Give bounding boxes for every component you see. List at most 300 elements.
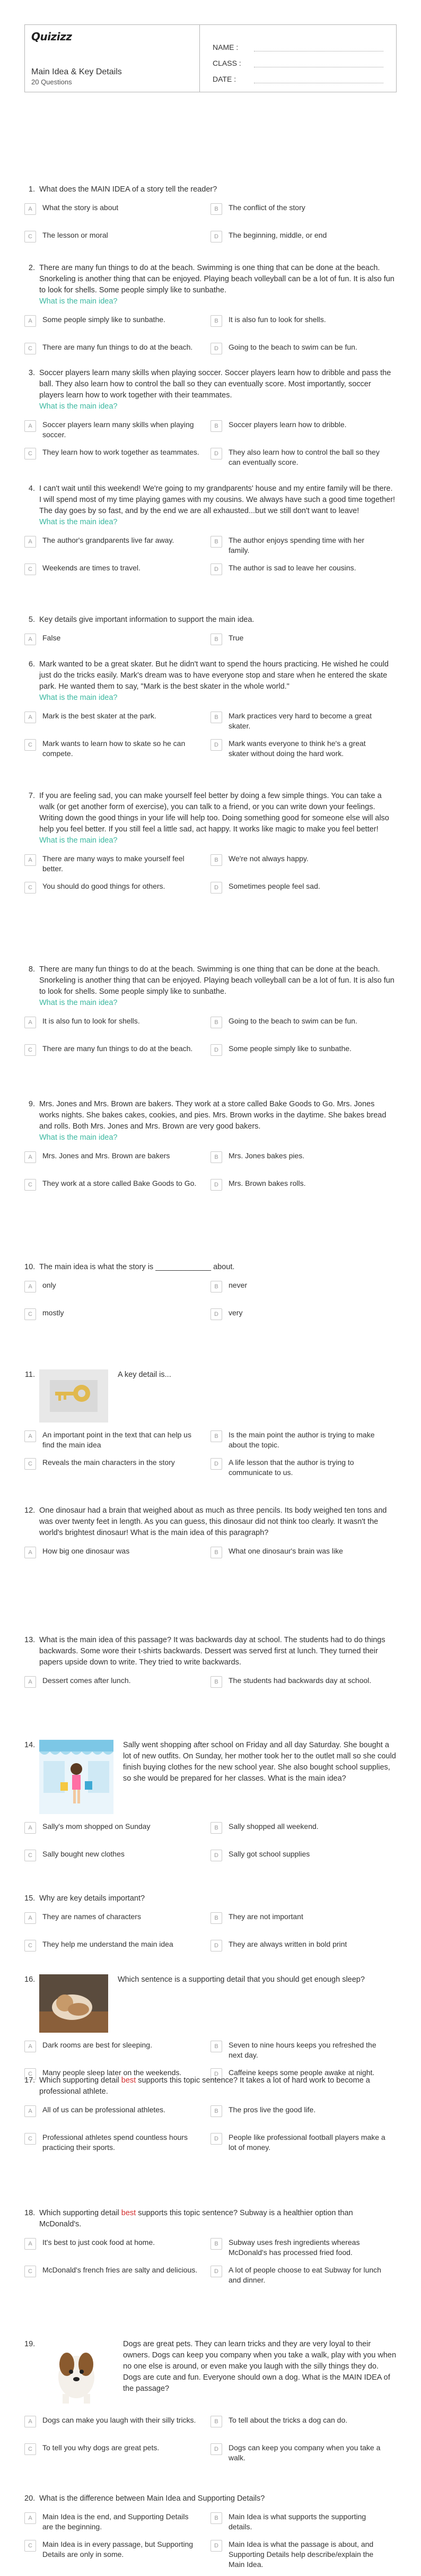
date-line xyxy=(254,75,383,83)
answer-option-b[interactable] xyxy=(210,1016,397,1037)
student-info-block xyxy=(200,25,396,92)
question-text: If you are feeling sad, you can make yourself feel better by doing a few simple things. You can take a walk (or get another form of exercise), you can talk to a friend, or you can write down your feelings. Writing down the good things in your life will help too. Doing something good for someone else will also help you feel better. If you still feel a little sad, act happy. It works like magic to make you feel better! xyxy=(39,792,389,834)
answer-option-d[interactable] xyxy=(210,2132,397,2154)
answer-option-a[interactable] xyxy=(24,2040,210,2061)
answer-option-b[interactable] xyxy=(210,2237,397,2259)
answer-options xyxy=(24,535,397,591)
option-letter-badge: A xyxy=(24,1822,36,1834)
answer-option-a[interactable] xyxy=(24,711,210,732)
option-text: They also learn how to control the ball so they can eventually score. xyxy=(229,448,380,466)
question-3 xyxy=(24,368,397,475)
option-text: Sally's mom shopped on Sunday xyxy=(42,1822,151,1831)
option-text: They are always written in bold print xyxy=(229,1940,347,1948)
question-number: 14. xyxy=(24,1741,36,1749)
question-stem xyxy=(24,1369,397,1423)
option-letter-badge: A xyxy=(24,420,36,432)
question-body xyxy=(39,1893,397,1904)
question-number: 18. xyxy=(24,2209,36,2217)
question-8 xyxy=(24,964,397,1071)
answer-option-a[interactable] xyxy=(24,1280,210,1302)
option-text: Seven to nine hours keeps you refreshed the next day. xyxy=(229,2041,376,2059)
answer-option-a[interactable] xyxy=(24,2237,210,2259)
question-count: 20 Questions xyxy=(31,78,72,86)
question-stem xyxy=(24,1974,397,2033)
option-letter-badge: A xyxy=(24,712,36,723)
question-11 xyxy=(24,1369,397,1485)
question-number: 7. xyxy=(28,792,35,800)
logo-text: Quizizz xyxy=(31,30,72,43)
answer-options xyxy=(24,2105,397,2160)
answer-option-b[interactable] xyxy=(210,1676,397,1697)
answer-option-b[interactable] xyxy=(210,535,397,557)
answer-option-d[interactable] xyxy=(210,1308,397,1329)
question-hint: What is the main idea? xyxy=(39,402,118,411)
question-stem xyxy=(24,1262,397,1273)
option-text: Sometimes people feel sad. xyxy=(229,882,320,890)
option-text: Main Idea is in every passage, but Supporting Details are only in some. xyxy=(42,2540,194,2558)
class-label: CLASS : xyxy=(213,59,241,67)
option-letter-badge: C xyxy=(24,2443,36,2455)
question-stem xyxy=(24,659,397,704)
option-text: To tell about the tricks a dog can do. xyxy=(229,2416,348,2424)
question-number: 15. xyxy=(24,1894,36,1903)
question-body xyxy=(39,1974,397,2033)
option-text: Sally shopped all weekend. xyxy=(229,1822,319,1831)
answer-option-a[interactable] xyxy=(24,854,210,875)
question-text-block xyxy=(118,1369,171,1381)
answer-option-c[interactable] xyxy=(24,881,210,903)
question-body xyxy=(39,1369,397,1423)
question-number: 10. xyxy=(24,1263,36,1271)
option-letter-badge: B xyxy=(210,2238,222,2250)
option-letter-badge: B xyxy=(210,1822,222,1834)
option-letter-badge: B xyxy=(210,712,222,723)
answer-options xyxy=(24,2512,397,2576)
option-text: Main Idea is the end, and Supporting Details are the beginning. xyxy=(42,2512,189,2531)
question-text: Mark wanted to be a great skater. But he didn't want to spend the hours practicing. He wished he could just do the tricks easily. Mark's dream was to have everyone stop and stare when he entered the skate park. He wanted them to say, "Mark is the best skater in the whole world." xyxy=(39,660,389,691)
question-number: 1. xyxy=(28,185,35,194)
answer-options xyxy=(24,1676,397,1703)
option-text: Going to the beach to swim can be fun. xyxy=(229,343,357,351)
answer-option-d[interactable] xyxy=(210,1849,397,1870)
option-letter-badge: C xyxy=(24,1458,36,1470)
answer-option-a[interactable] xyxy=(24,315,210,336)
option-text: It's best to just cook food at home. xyxy=(42,2238,155,2247)
answer-option-d[interactable] xyxy=(210,881,397,903)
option-letter-badge: A xyxy=(24,854,36,866)
option-letter-badge: B xyxy=(210,1017,222,1028)
question-stem xyxy=(24,2075,397,2097)
answer-options xyxy=(24,854,397,909)
question-number: 2. xyxy=(28,264,35,272)
dog-image xyxy=(39,2339,113,2408)
question-18 xyxy=(24,2208,397,2293)
answer-option-a[interactable] xyxy=(24,1546,210,1567)
question-body xyxy=(39,659,397,704)
question-number: 5. xyxy=(28,615,35,624)
answer-option-b[interactable] xyxy=(210,633,397,654)
option-letter-badge: B xyxy=(210,1151,222,1163)
answer-option-c[interactable] xyxy=(24,1044,210,1065)
answer-option-c[interactable] xyxy=(24,2265,210,2286)
option-text: There are many ways to make yourself feel better. xyxy=(42,854,185,873)
answer-options xyxy=(24,1822,397,1877)
option-text: Dessert comes after lunch. xyxy=(42,1676,131,1685)
question-stem xyxy=(24,2339,397,2408)
option-text: mostly xyxy=(42,1308,64,1317)
option-text: never xyxy=(229,1281,248,1289)
option-letter-badge: B xyxy=(210,2105,222,2117)
answer-option-b[interactable] xyxy=(210,1151,397,1172)
question-stem xyxy=(24,1635,397,1668)
option-text: The conflict of the story xyxy=(229,203,305,212)
answer-option-a[interactable] xyxy=(24,1430,210,1451)
question-hint: What is the main idea? xyxy=(39,999,118,1007)
answer-option-a[interactable] xyxy=(24,1912,210,1933)
option-text: They are names of characters xyxy=(42,1912,141,1921)
option-text: Mrs. Jones and Mrs. Brown are bakers xyxy=(42,1151,170,1160)
option-text: Dark rooms are best for sleeping. xyxy=(42,2041,152,2049)
answer-option-d[interactable] xyxy=(210,1178,397,1200)
answer-option-a[interactable] xyxy=(24,633,210,654)
question-stem xyxy=(24,614,397,626)
answer-option-a[interactable] xyxy=(24,1822,210,1843)
answer-option-c[interactable] xyxy=(24,230,210,251)
answer-option-a[interactable] xyxy=(24,203,210,224)
answer-option-a[interactable] xyxy=(24,1676,210,1697)
option-text: Mark wants everyone to think he's a great skater without doing the hard work. xyxy=(229,739,366,758)
worksheet-page xyxy=(0,24,421,2569)
question-number: 11. xyxy=(24,1371,35,1379)
option-letter-badge: B xyxy=(210,634,222,645)
name-line xyxy=(254,43,383,51)
option-text: The students had backwards day at school. xyxy=(229,1676,372,1685)
class-line xyxy=(254,59,383,67)
option-text: It is also fun to look for shells. xyxy=(42,1017,140,1025)
question-body xyxy=(39,184,397,195)
question-hint: What is the main idea? xyxy=(39,297,118,306)
question-text-part: Which supporting detail xyxy=(39,2209,121,2217)
option-text: Subway uses fresh ingredients whereas McDonald's has processed fried food. xyxy=(229,2238,360,2257)
answer-option-c[interactable] xyxy=(24,1458,210,1479)
option-letter-badge: D xyxy=(210,882,222,894)
question-body xyxy=(39,2339,397,2408)
option-letter-badge: D xyxy=(210,1044,222,1056)
answer-option-d[interactable] xyxy=(210,230,397,251)
answer-option-c[interactable] xyxy=(24,2443,210,2464)
option-letter-badge: A xyxy=(24,2512,36,2524)
question-hint: What is the main idea? xyxy=(39,693,118,702)
question-text-block xyxy=(123,2339,397,2395)
question-hint: What is the main idea? xyxy=(39,836,118,845)
answer-options xyxy=(24,203,397,258)
class-field[interactable] xyxy=(213,51,383,67)
question-body xyxy=(39,1262,397,1273)
option-letter-badge: C xyxy=(24,2133,36,2145)
question-stem xyxy=(24,1740,397,1814)
option-text: Soccer players learn how to dribble. xyxy=(229,420,347,429)
answer-options xyxy=(24,711,397,766)
answer-option-a[interactable] xyxy=(24,2512,210,2533)
answer-option-b[interactable] xyxy=(210,711,397,732)
answer-option-c[interactable] xyxy=(24,1939,210,1961)
key-image xyxy=(39,1369,108,1423)
answer-option-d[interactable] xyxy=(210,1044,397,1065)
option-text: Mrs. Jones bakes pies. xyxy=(229,1151,305,1160)
option-text: Soccer players learn many skills when playing soccer. xyxy=(42,420,194,439)
answer-option-b[interactable] xyxy=(210,1822,397,1843)
option-text: You should do good things for others. xyxy=(42,882,165,890)
question-19 xyxy=(24,2339,397,2470)
option-letter-badge: C xyxy=(24,231,36,242)
option-letter-badge: C xyxy=(24,1308,36,1320)
question-body xyxy=(39,2493,397,2504)
option-text: Some people simply like to sunbathe. xyxy=(42,315,165,324)
question-with-image xyxy=(39,1369,397,1423)
answer-option-a[interactable] xyxy=(24,535,210,557)
option-letter-badge: B xyxy=(210,854,222,866)
option-letter-badge: B xyxy=(210,1912,222,1924)
answer-option-d[interactable] xyxy=(210,1458,397,1479)
answer-options xyxy=(24,315,397,370)
option-letter-badge: D xyxy=(210,343,222,354)
option-text: The pros live the good life. xyxy=(229,2105,316,2114)
answer-options xyxy=(24,1912,397,1967)
question-number: 9. xyxy=(28,1100,35,1108)
answer-option-b[interactable] xyxy=(210,854,397,875)
option-letter-badge: A xyxy=(24,634,36,645)
worksheet-header xyxy=(24,24,397,92)
answer-option-d[interactable] xyxy=(210,342,397,363)
answer-option-b[interactable] xyxy=(210,1912,397,1933)
question-text xyxy=(39,2075,397,2097)
answer-option-d[interactable] xyxy=(210,2539,397,2570)
answer-option-b[interactable] xyxy=(210,2512,397,2533)
answer-option-b[interactable] xyxy=(210,2105,397,2126)
question-body xyxy=(39,1099,397,1143)
question-number: 16. xyxy=(24,1975,36,1984)
question-body xyxy=(39,263,397,307)
question-7 xyxy=(24,791,397,909)
question-6 xyxy=(24,659,397,766)
answer-option-a[interactable] xyxy=(24,1151,210,1172)
date-field[interactable] xyxy=(213,67,383,83)
question-number: 20. xyxy=(24,2494,36,2503)
emphasis-word: best xyxy=(121,2076,136,2085)
question-text-block xyxy=(118,1974,365,1985)
question-2 xyxy=(24,263,397,370)
question-stem xyxy=(24,1505,397,1539)
question-text-part: Which supporting detail xyxy=(39,2076,121,2085)
option-text: Sally bought new clothes xyxy=(42,1850,125,1858)
question-stem xyxy=(24,2493,397,2504)
question-stem xyxy=(24,1099,397,1143)
question-text: Key details give important information to support the main idea. xyxy=(39,615,255,624)
answer-options xyxy=(24,1546,397,1574)
quizizz-logo xyxy=(31,30,193,43)
worksheet-title: Main Idea & Key Details xyxy=(31,67,122,76)
option-letter-badge: C xyxy=(24,448,36,459)
option-text: There are many fun things to do at the beach. xyxy=(42,343,193,351)
question-17 xyxy=(24,2075,397,2160)
answer-option-c[interactable] xyxy=(24,2539,210,2570)
date-label: DATE : xyxy=(213,75,236,83)
option-text: We're not always happy. xyxy=(229,854,309,863)
option-letter-badge: B xyxy=(210,315,222,327)
question-text-part: supports this topic sentence? Subway is a healthier option than McDonald's. xyxy=(39,2209,353,2228)
option-text: Professional athletes spend countless hours practicing their sports. xyxy=(42,2133,188,2152)
question-4 xyxy=(24,483,397,591)
answer-option-b[interactable] xyxy=(210,2415,397,2436)
option-text: The lesson or moral xyxy=(42,231,108,239)
option-letter-badge: A xyxy=(24,536,36,548)
answer-option-c[interactable] xyxy=(24,1849,210,1870)
option-text: People like professional football players make a lot of money. xyxy=(229,2133,385,2152)
question-with-image xyxy=(39,1740,397,1814)
question-stem xyxy=(24,263,397,307)
option-text: All of us can be professional athletes. xyxy=(42,2105,165,2114)
answer-option-d[interactable] xyxy=(210,447,397,469)
question-hint: What is the main idea? xyxy=(39,1133,118,1142)
question-15 xyxy=(24,1893,397,1967)
answer-options xyxy=(24,420,397,475)
answer-options xyxy=(24,2415,397,2470)
answer-option-c[interactable] xyxy=(24,2132,210,2154)
option-text: Dogs can keep you company when you take a walk. xyxy=(229,2443,381,2462)
option-text: Main Idea is what supports the supporting details. xyxy=(229,2512,366,2531)
cat-image xyxy=(39,1974,108,2033)
question-body xyxy=(39,2208,397,2230)
answer-option-d[interactable] xyxy=(210,1939,397,1961)
answer-option-c[interactable] xyxy=(24,739,210,760)
option-letter-badge: D xyxy=(210,1458,222,1470)
option-letter-badge: C xyxy=(24,343,36,354)
option-letter-badge: A xyxy=(24,2416,36,2427)
question-text xyxy=(39,2208,397,2230)
answer-option-d[interactable] xyxy=(210,739,397,760)
option-letter-badge: D xyxy=(210,2266,222,2277)
question-1 xyxy=(24,184,397,258)
question-body xyxy=(39,2075,397,2097)
option-letter-badge: D xyxy=(210,1308,222,1320)
question-stem xyxy=(24,964,397,1009)
option-letter-badge: C xyxy=(24,1044,36,1056)
answer-option-d[interactable] xyxy=(210,2443,397,2464)
option-letter-badge: A xyxy=(24,1151,36,1163)
name-field[interactable] xyxy=(213,36,383,51)
question-text: Mrs. Jones and Mrs. Brown are bakers. They work at a store called Bake Goods to Go. Mrs. Jones works nights. She bakes cakes, cookies, and pies. Mrs. Brown works in the daytime. She bakes bread and rolls. Both Mrs. Jones and Mrs. Brown are very good bakers. xyxy=(39,1100,387,1131)
option-letter-badge: C xyxy=(24,2540,36,2552)
option-text: False xyxy=(42,634,61,642)
question-14 xyxy=(24,1740,397,1877)
name-label: NAME : xyxy=(213,43,239,51)
option-text: True xyxy=(229,634,244,642)
option-letter-badge: A xyxy=(24,1547,36,1558)
question-number: 12. xyxy=(24,1506,36,1515)
option-text: They help me understand the main idea xyxy=(42,1940,173,1948)
option-letter-badge: D xyxy=(210,1940,222,1951)
question-body xyxy=(39,368,397,412)
question-text: There are many fun things to do at the beach. Swimming is one thing that can be done at the beach. Snorkeling is another thing that can be enjoyed. Playing beach volleyball can be a lot of fun. It is also fun to look for shells. Some people simply like to sunbathe. xyxy=(39,965,394,996)
option-text: Sally got school supplies xyxy=(229,1850,310,1858)
option-text: Mark practices very hard to become a great skater. xyxy=(229,712,372,730)
answer-option-b[interactable] xyxy=(210,1430,397,1451)
question-text: The main idea is what the story is _____________ about. xyxy=(39,1263,235,1271)
option-letter-badge: B xyxy=(210,2416,222,2427)
option-letter-badge: A xyxy=(24,1430,36,1442)
option-text: Dogs can make you laugh with their silly tricks. xyxy=(42,2416,196,2424)
answer-option-a[interactable] xyxy=(24,420,210,441)
question-13 xyxy=(24,1635,397,1703)
answer-option-b[interactable] xyxy=(210,1280,397,1302)
answer-options xyxy=(24,633,397,661)
option-letter-badge: A xyxy=(24,315,36,327)
answer-options xyxy=(24,2237,397,2293)
question-with-image xyxy=(39,2339,397,2408)
question-text: Which sentence is a supporting detail that you should get enough sleep? xyxy=(118,1975,365,1984)
answer-option-b[interactable] xyxy=(210,203,397,224)
option-text: Many people sleep later on the weekends. xyxy=(42,2068,182,2077)
question-stem xyxy=(24,791,397,846)
answer-option-c[interactable] xyxy=(24,1308,210,1329)
question-with-image xyxy=(39,1974,397,2033)
answer-option-b[interactable] xyxy=(210,1546,397,1567)
answer-option-a[interactable] xyxy=(24,2105,210,2126)
option-letter-badge: A xyxy=(24,2041,36,2052)
option-text: They are not important xyxy=(229,1912,303,1921)
option-letter-badge: D xyxy=(210,231,222,242)
answer-options xyxy=(24,1430,397,1485)
option-letter-badge: D xyxy=(210,2540,222,2552)
answer-option-c[interactable] xyxy=(24,563,210,584)
option-letter-badge: C xyxy=(24,2266,36,2277)
option-text: They learn how to work together as teammates. xyxy=(42,448,199,456)
question-text: Why are key details important? xyxy=(39,1894,145,1903)
answer-option-c[interactable] xyxy=(24,1178,210,1200)
option-letter-badge: B xyxy=(210,1281,222,1293)
option-letter-badge: A xyxy=(24,1017,36,1028)
answer-option-b[interactable] xyxy=(210,2040,397,2061)
answer-option-b[interactable] xyxy=(210,420,397,441)
answer-option-a[interactable] xyxy=(24,1016,210,1037)
answer-options xyxy=(24,1280,397,1335)
option-letter-badge: D xyxy=(210,2068,222,2080)
question-10 xyxy=(24,1262,397,1335)
option-letter-badge: B xyxy=(210,1547,222,1558)
option-text: How big one dinosaur was xyxy=(42,1547,130,1555)
question-hint: What is the main idea? xyxy=(39,518,118,526)
question-9 xyxy=(24,1099,397,1206)
option-letter-badge: C xyxy=(24,1850,36,1861)
option-text: Going to the beach to swim can be fun. xyxy=(229,1017,357,1025)
question-number: 6. xyxy=(28,660,35,669)
answer-option-d[interactable] xyxy=(210,2265,397,2286)
option-text: Is the main point the author is trying to make about the topic. xyxy=(229,1430,375,1449)
answer-option-b[interactable] xyxy=(210,315,397,336)
answer-option-c[interactable] xyxy=(24,342,210,363)
question-20 xyxy=(24,2493,397,2576)
question-text: Sally went shopping after school on Friday and all day Saturday. She bought a lot of new outfits. On Sunday, her mother took her to the outlet mall so she could finish buying clothes for the new school year. She also bought school supplies, so she would be prepared for her classes. What is the main idea? xyxy=(123,1741,396,1783)
option-text: A lot of people choose to eat Subway for lunch and dinner. xyxy=(229,2266,381,2284)
option-text: An important point in the text that can help us find the main idea xyxy=(42,1430,191,1449)
option-letter-badge: D xyxy=(210,2133,222,2145)
option-text: Mrs. Brown bakes rolls. xyxy=(229,1179,306,1187)
question-number: 13. xyxy=(24,1636,36,1644)
answer-option-a[interactable] xyxy=(24,2415,210,2436)
answer-option-c[interactable] xyxy=(24,447,210,469)
answer-option-d[interactable] xyxy=(210,563,397,584)
option-text: The beginning, middle, or end xyxy=(229,231,327,239)
